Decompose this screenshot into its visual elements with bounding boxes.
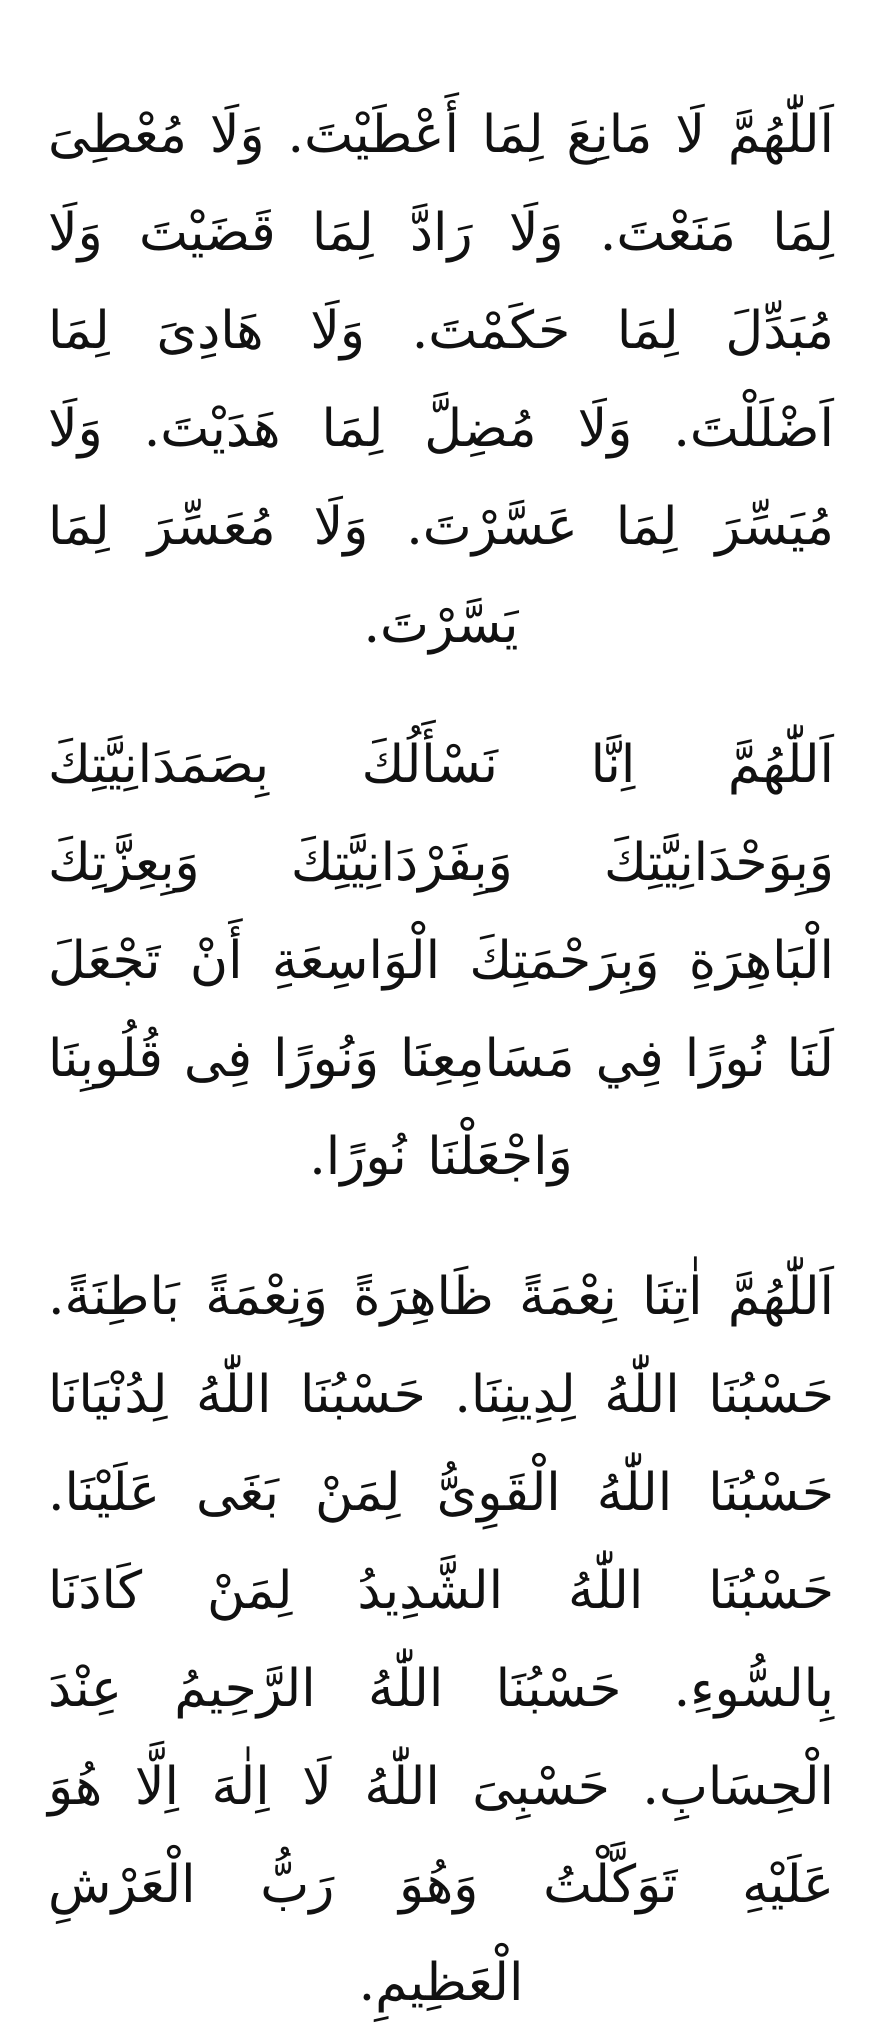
prayer-paragraph-3: اَللّٰهُمَّ اٰتِنَا نِعْمَةً ظَاهِرَةً وَنِعْمَةً بَاطِنَةً. حَسْبُنَا اللّٰهُ لِدِينِنَا. حَسْبُنَا اللّٰهُ لِدُنْيَانَا حَسْبُنَا اللّٰهُ الْقَوِىُّ لِمَنْ بَغَى عَلَيْنَا. حَسْبُنَا اللّٰهُ الشَّدِيدُ لِمَنْ كَادَنَا بِالسُّوءِ. حَسْبُنَا اللّٰهُ الرَّحِيمُ عِنْدَ الْحِسَابِ. حَسْبِىَ اللّٰهُ لَا اِلٰهَ اِلَّا هُوَ عَلَيْهِ تَوَكَّلْتُ وَهُوَ رَبُّ الْعَرْشِ الْعَظِيمِ. xyxy=(48,1267,834,2013)
prayer-paragraph-2: اَللّٰهُمَّ اِنَّا نَسْأَلُكَ بِصَمَدَانِيَّتِكَ وَبِوَحْدَانِيَّتِكَ وَبِفَرْدَانِيَّتِكَ وَبِعِزَّتِكَ الْبَاهِرَةِ وَبِرَحْمَتِكَ الْوَاسِعَةِ أَنْ تَجْعَلَ لَنَا نُورًا فِي مَسَامِعِنَا وَنُورًا فِى قُلُوبِنَا وَاجْعَلْنَا نُورًا. xyxy=(48,735,834,1187)
prayer-paragraph-1: اَللّٰهُمَّ لَا مَانِعَ لِمَا أَعْطَيْتَ. وَلَا مُعْطِىَ لِمَا مَنَعْتَ. وَلَا رَادَّ لِمَا قَضَيْتَ وَلَا مُبَدِّلَ لِمَا حَكَمْتَ. وَلَا هَادِىَ لِمَا اَضْلَلْتَ. وَلَا مُضِلَّ لِمَا هَدَيْتَ. وَلَا مُيَسِّرَ لِمَا عَسَّرْتَ. وَلَا مُعَسِّرَ لِمَا يَسَّرْتَ. xyxy=(48,105,834,655)
